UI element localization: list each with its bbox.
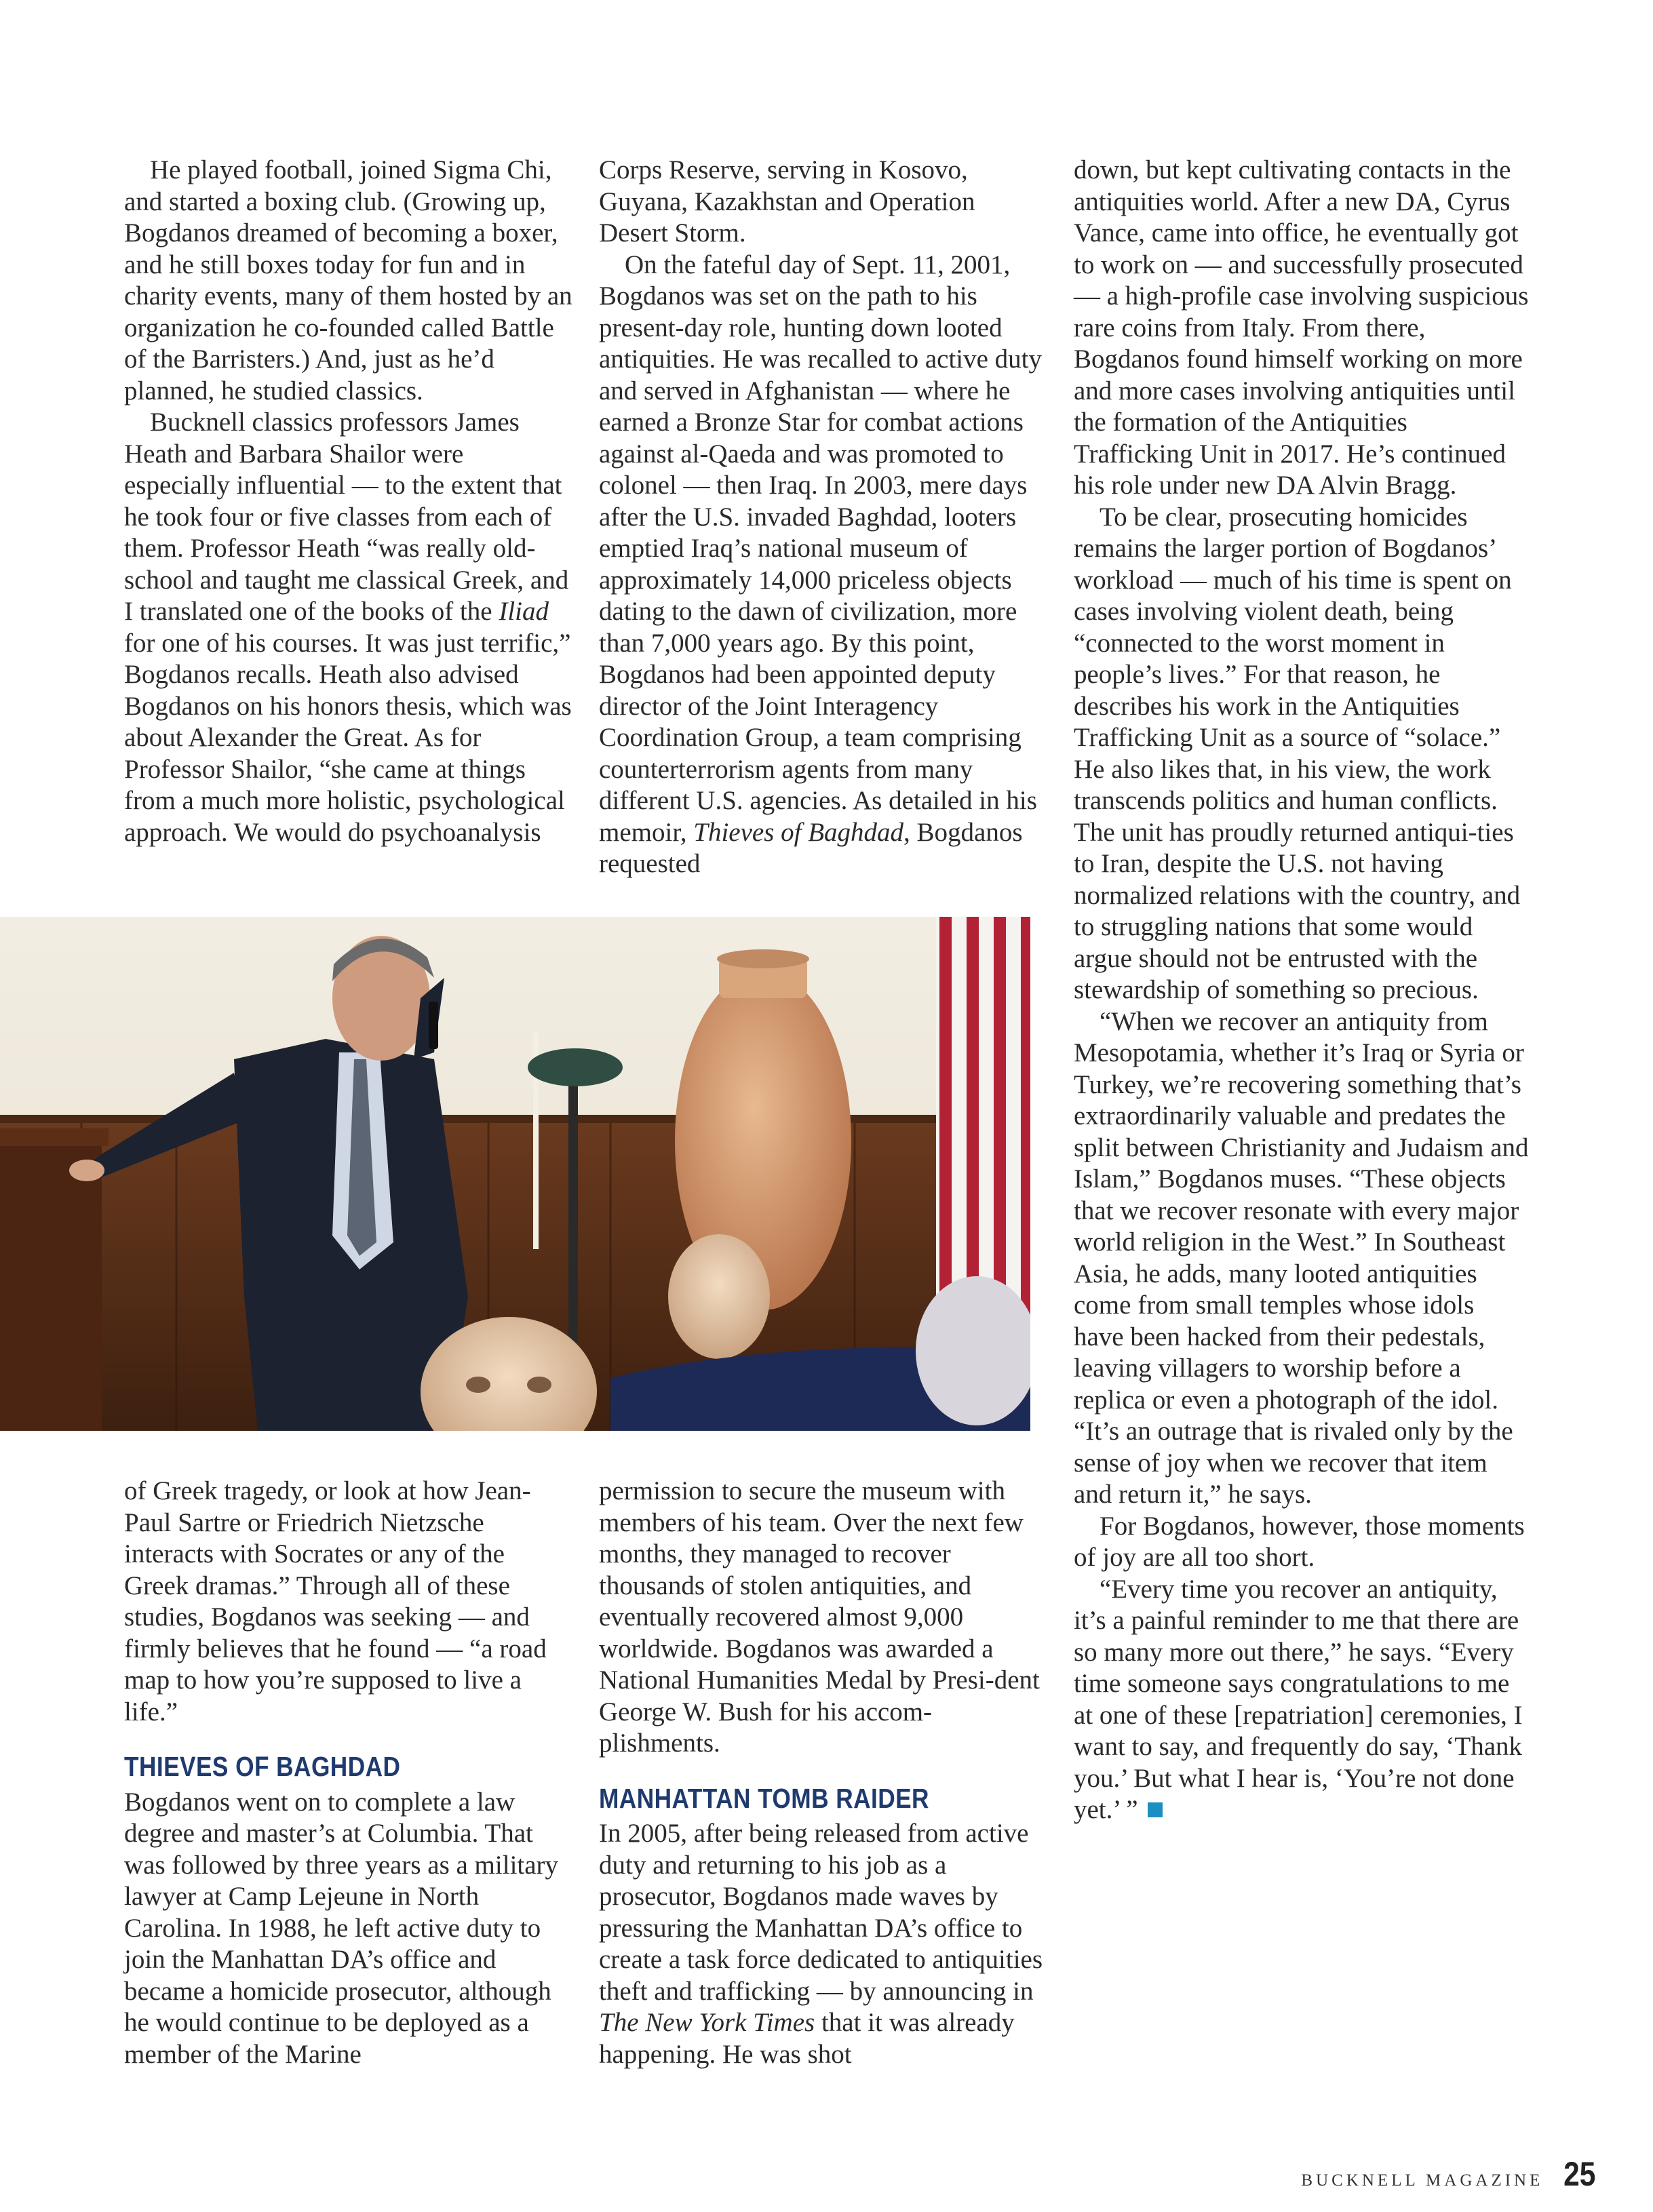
- paragraph: Bucknell classics professors James Heath and Barbara Shailor were especially influential — to the extent that he took four or five classes from each of them. Professor Heath “was really old-school and taught me classical Greek, and I translated one of the books of the Iliad for one of his courses. It was just terrific,” Bogdanos recalls. Heath also advised Bogdanos on his honors thesis, which was about Alexander the Great. As for Professor Shailor, “she came at things from a much more holistic, psychological approach. We would do psychoanalysis: [124, 408, 572, 847]
- article-photo: [0, 917, 1030, 1431]
- photo-illustration: [0, 917, 1030, 1431]
- paragraph: Corps Reserve, serving in Kosovo, Guyana, Kazakhstan and Operation Desert Storm.: [599, 155, 975, 248]
- page-footer: [1301, 2154, 1599, 2194]
- paragraph: “Every time you recover an antiquity, it’s a painful reminder to me that there are so many more out there,” he says. “Every time someone says congratulations to me at one of these [repatriation] ceremonies, I want to say, and frequently do say, ‘Thank you.’ But what I hear is, ‘You’re not done yet.’ ”: [1074, 1574, 1523, 1824]
- paragraph: of Greek tragedy, or look at how Jean-Paul Sartre or Friedrich Nietzsche interacts with Socrates or any of the Greek dramas.” Through all of these studies, Bogdanos was seeking — and firmly believes that he found — “a road map to how you’re supposed to live a life.”: [124, 1476, 547, 1726]
- column-3: [1074, 155, 1530, 1826]
- paragraph: He played football, joined Sigma Chi, and started a boxing club. (Growing up, Bogdanos dreamed of becoming a boxer, and he still boxes today for fun and in charity events, many of them hosted by an organization he co-founded called Battle of the Barristers.) And, just as he’d planned, he studied classics.: [124, 155, 572, 406]
- paragraph: down, but kept cultivating contacts in the antiquities world. After a new DA, Cyrus Vance, came into office, he eventually got to work on — and successfully prosecuted — a high-profile case involving suspicious rare coins from Italy. From there, Bogdanos found himself working on more and more cases involving antiquities until the formation of the Antiquities Trafficking Unit in 2017. He’s continued his role under new DA Alvin Bragg.: [1074, 155, 1529, 500]
- paragraph: “When we recover an antiquity from Mesopotamia, whether it’s Iraq or Syria or Turkey, we’re recovering something that’s extraordinarily valuable and predates the split between Christianity and Judaism and Islam,” Bogdanos muses. “These objects that we recover resonate with every major world religion in the West.” In Southeast Asia, he adds, many looted antiquities come from small temples whose idols have been hacked from their pedestals, leaving villagers to worship before a replica or even a photograph of the idol. “It’s an outrage that is rivaled only by the sense of joy when we recover that item and return it,” he says.: [1074, 1006, 1529, 1509]
- column-1-bottom: [124, 1476, 575, 2070]
- paragraph: permission to secure the museum with members of his team. Over the next few months, they managed to recover thousands of stolen antiquities, and eventually recovered almost 9,000 worldwide. Bogdanos was awarded a National Humanities Medal by Presi-dent George W. Bush for his accom-plishments.: [599, 1476, 1040, 1758]
- section-heading: MANHATTAN TOMB RAIDER: [599, 1782, 929, 1814]
- paragraph: On the fateful day of Sept. 11, 2001, Bogdanos was set on the path to his present-day role, hunting down looted antiquities. He was recalled to active duty and served in Afghanistan — where he earned a Bronze Star for combat actions against al-Qaeda and was promoted to colonel — then Iraq. In 2003, mere days after the U.S. invaded Baghdad, looters emptied Iraq’s national museum of approximately 14,000 priceless objects dating to the dawn of civilization, more than 7,000 years ago. By this point, Bogdanos had been appointed deputy director of the Joint Interagency Coordination Group, a team comprising counterterrorism agents from many different U.S. agencies. As detailed in his memoir, Thieves of Baghdad, Bogdanos requested: [599, 250, 1043, 878]
- book-title: Thieves of Baghdad: [693, 817, 904, 847]
- column-1-top: [124, 155, 575, 848]
- paragraph: Bogdanos went on to complete a law degree and master’s at Columbia. That was followed by three years as a military lawyer at Camp Lejeune in North Carolina. In 1988, he left active duty to join the Manhattan DA’s office and became a homicide prosecutor, although he would continue to be deployed as a member of the Marine: [124, 1787, 559, 2069]
- paragraph: For Bogdanos, however, those moments of joy are all too short.: [1074, 1511, 1525, 1572]
- book-title: Iliad: [499, 597, 549, 626]
- magazine-name: BUCKNELL MAGAZINE: [1301, 2171, 1544, 2190]
- publication-title: The New York Times: [599, 2008, 815, 2037]
- paragraph: In 2005, after being released from active duty and returning to his job as a prosecutor, Bogdanos made waves by pressuring the Manhattan DA’s office to create a task force dedicated to antiquities theft and trafficking — by announcing in The New York Times that it was already happening. He was shot: [599, 1819, 1043, 2069]
- page-number: 25: [1563, 2155, 1596, 2193]
- end-mark-icon: [1148, 1802, 1163, 1817]
- section-heading: THIEVES OF BAGHDAD: [124, 1751, 401, 1782]
- column-2-bottom: [599, 1476, 1050, 2070]
- paragraph: To be clear, prosecuting homicides remains the larger portion of Bogdanos’ workload — much of his time is spent on cases involving violent death, being “connected to the worst moment in people’s lives.” For that reason, he describes his work in the Antiquities Trafficking Unit as a source of “solace.” He also likes that, in his view, the work transcends politics and human conflicts. The unit has proudly returned antiqui-ties to Iran, despite the U.S. not having normalized relations with the country, and to struggling nations that some would argue should not be entrusted with the stewardship of something so precious.: [1074, 502, 1521, 1004]
- column-2-top: [599, 155, 1050, 880]
